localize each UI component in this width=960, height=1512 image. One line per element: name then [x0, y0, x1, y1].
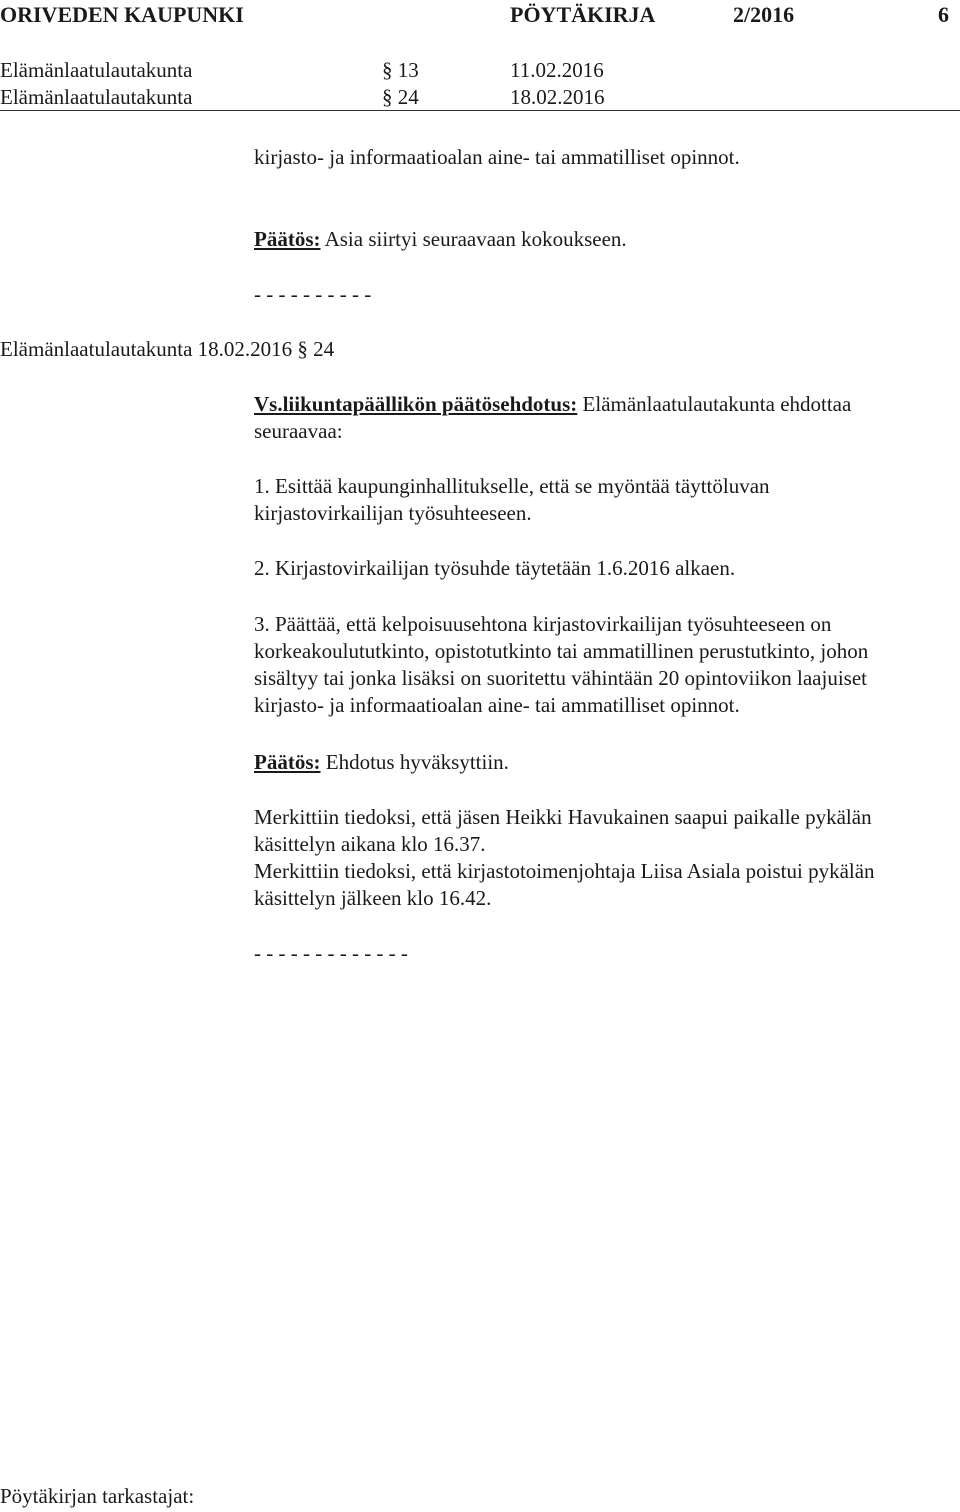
- final-decision: [254, 750, 509, 775]
- header-divider: [0, 110, 960, 111]
- notes: [254, 804, 875, 912]
- header-row-date: 18.02.2016: [510, 85, 605, 109]
- org-name: ORIVEDEN KAUPUNKI: [0, 2, 244, 27]
- item-3-line: sisältyy tai jonka lisäksi on suoritettu vähintään 20 opintoviikon laajuiset: [254, 666, 867, 690]
- page-number: 6: [938, 2, 949, 27]
- doc-number: 2/2016: [733, 2, 795, 27]
- proposal-intro: Elämänlaatulautakunta ehdottaa: [577, 392, 852, 416]
- proposal-intro-continued: seuraavaa:: [254, 419, 343, 443]
- header-row-section: § 24: [382, 85, 419, 109]
- item-3-line: kirjasto- ja informaatioalan aine- tai ammatilliset opinnot.: [254, 693, 740, 717]
- header-row-section: § 13: [382, 58, 419, 82]
- meeting-heading: Elämänlaatulautakunta 18.02.2016 § 24: [0, 337, 335, 361]
- note-line: käsittelyn aikana klo 16.37.: [254, 832, 486, 856]
- doc-type: PÖYTÄKIRJA: [510, 2, 656, 27]
- decision-label: Päätös:: [254, 750, 321, 774]
- item-3: [254, 611, 868, 719]
- decision-text: Ehdotus hyväksyttiin.: [320, 750, 509, 774]
- item-3-line: 3. Päättää, että kelpoisuusehtona kirjastovirkailijan työsuhteeseen on: [254, 612, 832, 636]
- continued-text: kirjasto- ja informaatioalan aine- tai ammatilliset opinnot.: [254, 145, 740, 169]
- item-2: 2. Kirjastovirkailijan työsuhde täytetään 1.6.2016 alkaen.: [254, 556, 736, 580]
- note-line: Merkittiin tiedoksi, että kirjastotoimenjohtaja Liisa Asiala poistui pykälän: [254, 859, 875, 883]
- decision-label: Päätös:: [254, 227, 321, 251]
- reviewers-label: Pöytäkirjan tarkastajat:: [0, 1484, 195, 1508]
- item-1: 1. Esittää kaupunginhallitukselle, että se myöntää täyttöluvan: [254, 474, 770, 498]
- proposal-label: Vs.liikuntapäällikön päätösehdotus:: [254, 392, 578, 416]
- proposal-line: [254, 392, 851, 417]
- note-line: Merkittiin tiedoksi, että jäsen Heikki Havukainen saapui paikalle pykälän: [254, 805, 872, 829]
- previous-decision: [254, 227, 627, 252]
- separator: - - - - - - - - - - - - -: [254, 941, 408, 965]
- separator: - - - - - - - - - -: [254, 282, 372, 306]
- header-row-body: Elämänlaatulautakunta: [0, 85, 193, 109]
- header-row-body: Elämänlaatulautakunta: [0, 58, 193, 82]
- item-1-continued: kirjastovirkailijan työsuhteeseen.: [254, 501, 532, 525]
- header-row-date: 11.02.2016: [510, 58, 604, 82]
- note-line: käsittelyn jälkeen klo 16.42.: [254, 886, 492, 910]
- decision-text: Asia siirtyi seuraavaan kokoukseen.: [320, 227, 627, 251]
- item-3-line: korkeakoulututkinto, opistotutkinto tai ammatillinen perustutkinto, johon: [254, 639, 869, 663]
